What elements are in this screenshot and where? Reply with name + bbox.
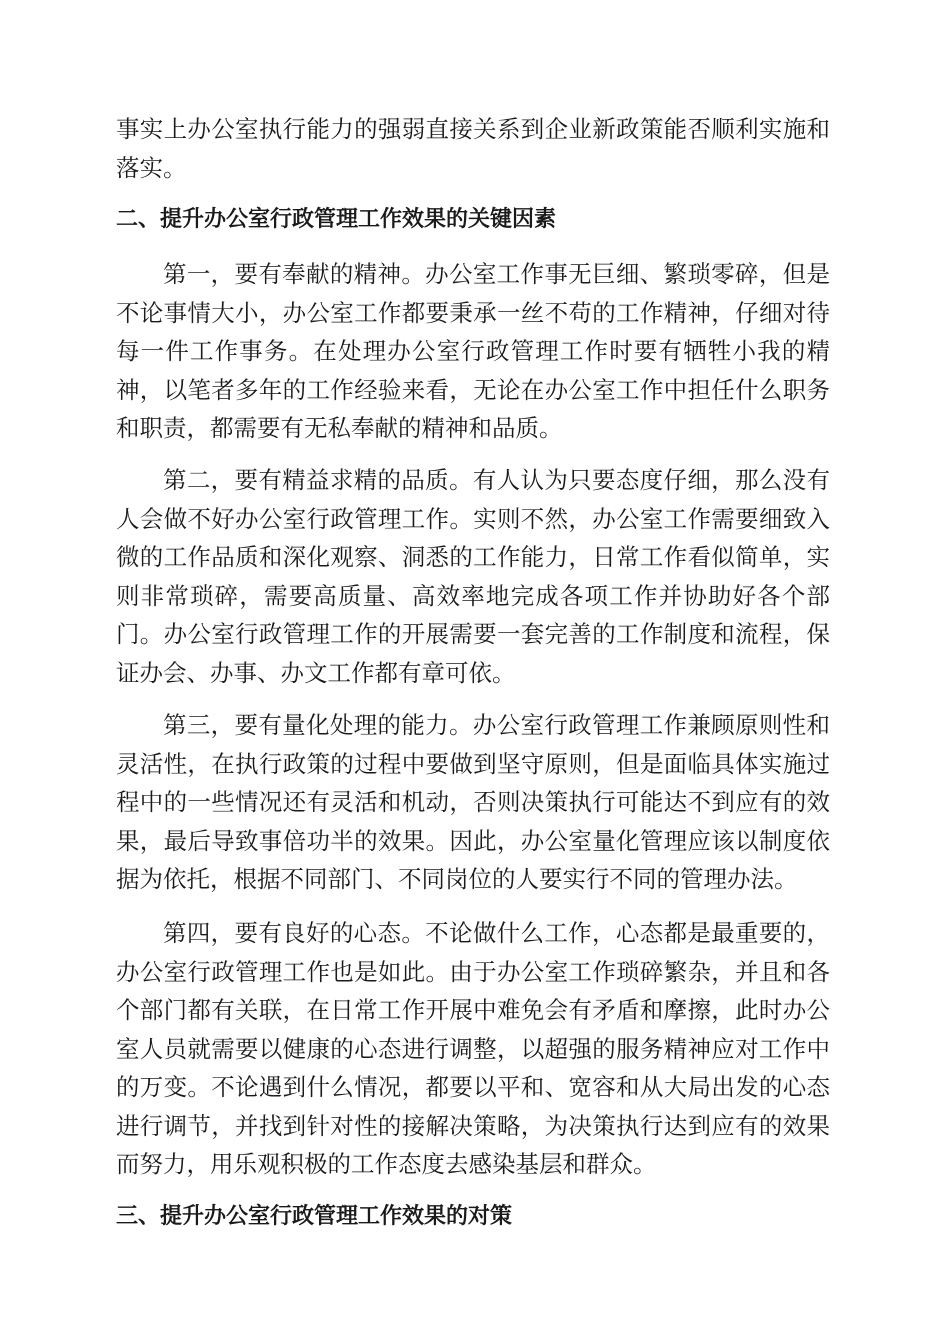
- section-heading-3: 三、提升办公室行政管理工作效果的对策: [116, 1204, 513, 1229]
- section-heading-2: 二、提升办公室行政管理工作效果的关键因素: [116, 207, 557, 232]
- paragraph-second-factor: 第二，要有精益求精的品质。有人认为只要态度仔细，那么没有人会做不好办公室行政管理工作。实则不然，办公室工作需要细致入微的工作品质和深化观察、洞悉的工作能力，日常工作看似简单，实则非常琐碎，需要高质量、高效率地完成各项工作并协助好各个部门。办公室行政管理工作的开展需要一套完善的工作制度和流程，保证办会、办事、办文工作都有章可依。: [116, 466, 830, 687]
- paragraph-continuation: 事实上办公室执行能力的强弱直接关系到企业新政策能否顺利实施和落实。: [116, 115, 830, 182]
- paragraph-first-factor: 第一，要有奉献的精神。办公室工作事无巨细、繁琐零碎，但是不论事情大小，办公室工作都要秉承一丝不苟的工作精神，仔细对待每一件工作事务。在处理办公室行政管理工作时要有牺牲小我的精神，以笔者多年的工作经验来看，无论在办公室工作中担任什么职务和职责，都需要有无私奉献的精神和品质。: [116, 260, 830, 442]
- paragraph-third-factor: 第三，要有量化处理的能力。办公室行政管理工作兼顾原则性和灵活性，在执行政策的过程中要做到坚守原则，但是面临具体实施过程中的一些情况还有灵活和机动，否则决策执行可能达不到应有的效果，最后导致事倍功半的效果。因此，办公室量化管理应该以制度依据为依托，根据不同部门、不同岗位的人要实行不同的管理办法。: [116, 711, 830, 893]
- paragraph-fourth-factor: 第四，要有良好的心态。不论做什么工作，心态都是最重要的，办公室行政管理工作也是如此。由于办公室工作琐碎繁杂，并且和各个部门都有关联，在日常工作开展中难免会有矛盾和摩擦，此时办公室人员就需要以健康的心态进行调整，以超强的服务精神应对工作中的万变。不论遇到什么情况，都要以平和、宽容和从大局出发的心态进行调节，并找到针对性的接解决策略，为决策执行达到应有的效果而努力，用乐观积极的工作态度去感染基层和群众。: [116, 919, 830, 1178]
